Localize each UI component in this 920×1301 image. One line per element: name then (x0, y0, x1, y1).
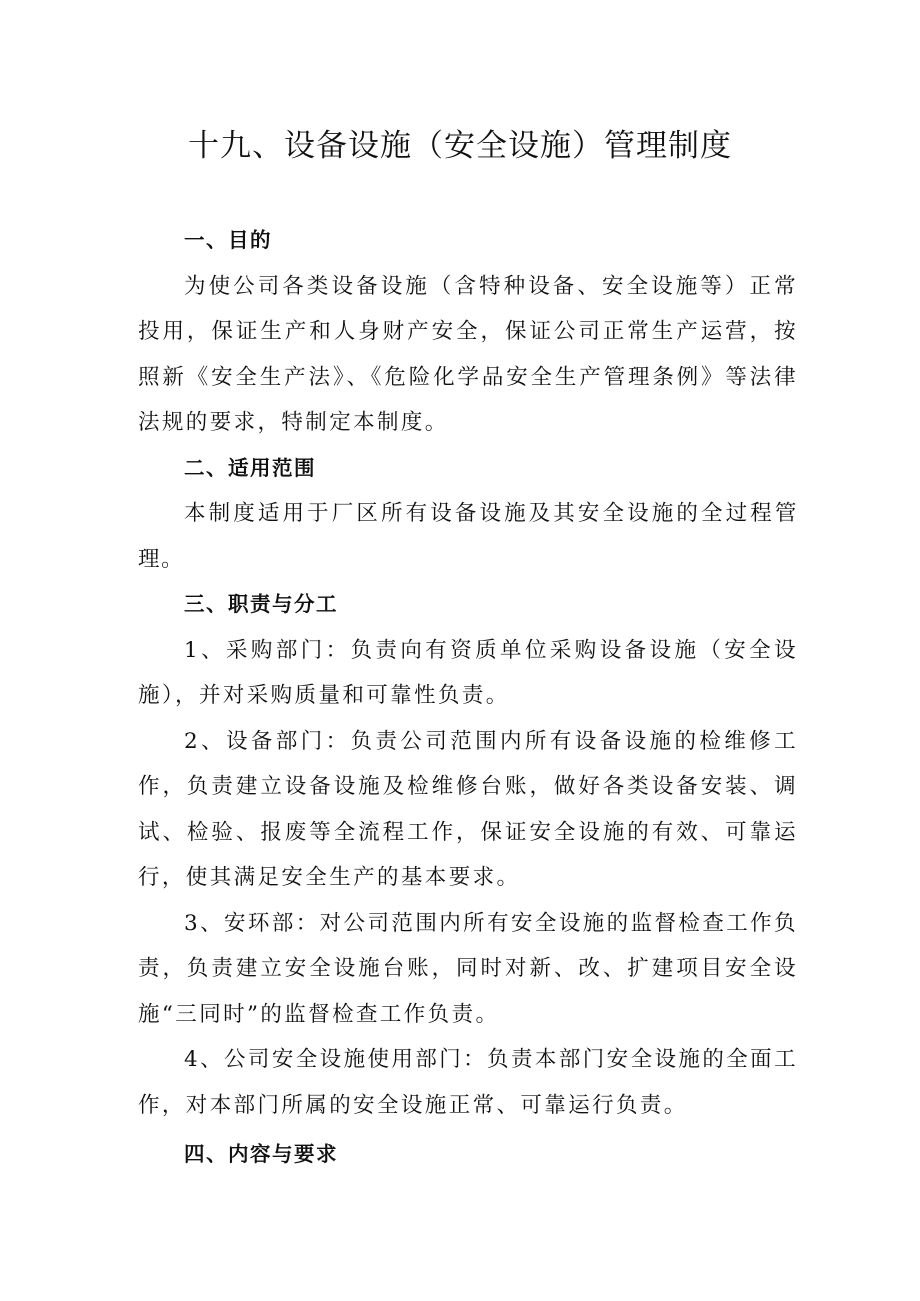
document-title: 十九、设备设施（安全设施）管理制度 (188, 128, 732, 164)
section-heading-duties: 三、职责与分工 (184, 592, 338, 616)
section-heading-purpose: 一、目的 (184, 228, 272, 252)
section-text-scope: 本制度适用于厂区所有设备设施及其安全设施的全过程管理。 (138, 501, 798, 572)
duty-item-equipment: 2、设备部门：负责公司范围内所有设备设施的检维修工作，负责建立设备设施及检维修台账，做好各类设备安装、调试、检验、报废等全流程工作，保证安全设施的有效、可靠运行，使其满足安全生产的基本要求。 (138, 728, 798, 890)
duty-item-purchasing: 1、采购部门：负责向有资质单位采购设备设施（安全设施），并对采购质量和可靠性负责。 (138, 637, 798, 708)
section-heading-scope: 二、适用范围 (184, 455, 316, 480)
section-text-purpose: 为使公司各类设备设施（含特种设备、安全设施等）正常投用，保证生产和人身财产安全，保证公司正常生产运营，按照新《安全生产法》、《危险化学品安全生产管理条例》等法律法规的要求，特制定本制度。 (138, 273, 798, 435)
duty-item-user-dept: 4、公司安全设施使用部门：负责本部门安全设施的全面工作，对本部门所属的安全设施正常、可靠运行负责。 (138, 1047, 798, 1118)
duty-item-safety-env: 3、安环部：对公司范围内所有安全设施的监督检查工作负责，负责建立安全设施台账，同时对新、改、扩建项目安全设施“三同时”的监督检查工作负责。 (138, 910, 798, 1027)
document-body (138, 218, 798, 1178)
section-heading-content: 四、内容与要求 (184, 1142, 338, 1166)
